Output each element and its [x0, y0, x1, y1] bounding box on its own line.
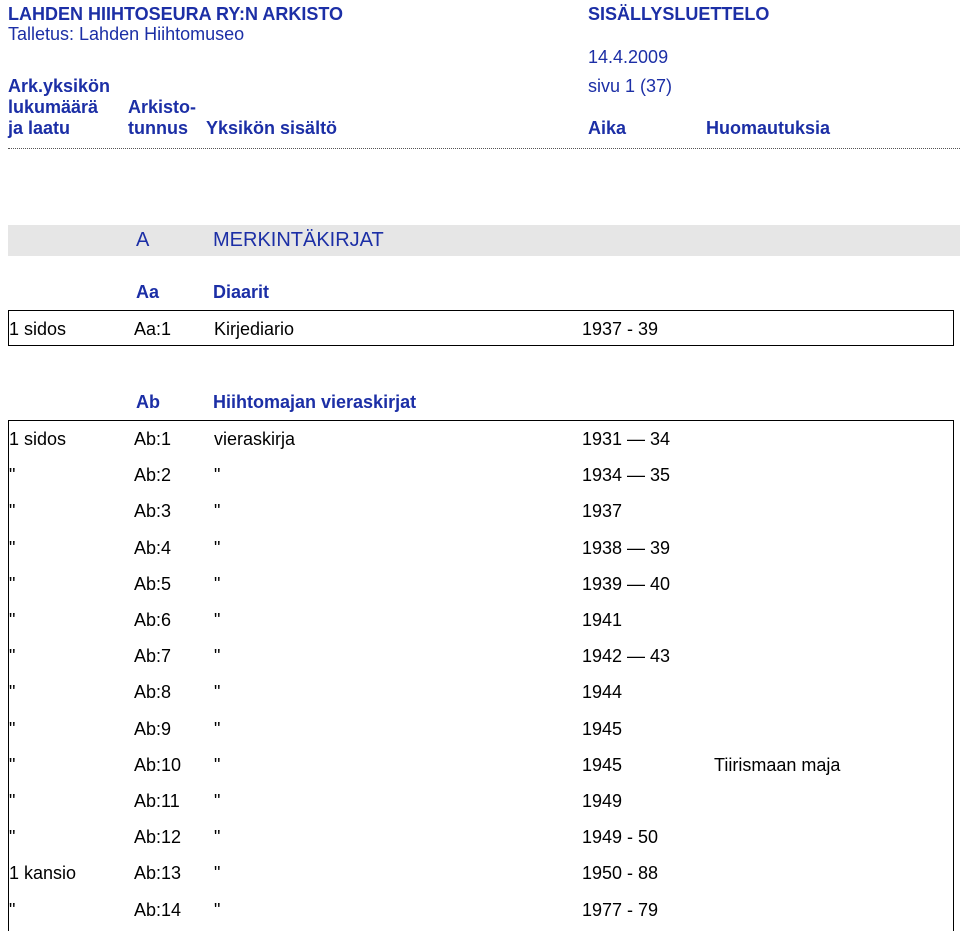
section-band	[8, 225, 960, 256]
deposit-note: Talletus: Lahden Hiihtomuseo	[8, 24, 245, 44]
cell-contents: "	[214, 537, 221, 558]
cell-contents: "	[214, 610, 221, 630]
table-row	[9, 783, 953, 819]
cell-count: "	[9, 827, 16, 848]
cell-archive-id: Ab:13	[134, 863, 182, 884]
table-row	[9, 819, 953, 855]
document-title: SISÄLLYSLUETTELO	[588, 4, 770, 24]
col-count-line2: lukumäärä	[8, 97, 99, 117]
cell-time: 1934 — 35	[582, 465, 671, 486]
cell-time: 1937	[582, 501, 623, 522]
col-notes: Huomautuksia	[706, 118, 831, 138]
cell-contents: "	[214, 827, 221, 848]
cell-archive-id: Ab:6	[134, 610, 172, 630]
header-divider	[8, 148, 960, 149]
cell-contents: "	[214, 899, 221, 920]
cell-count: "	[9, 610, 16, 630]
group-ab-code: Ab	[136, 392, 160, 412]
cell-time: 1937 - 39	[582, 319, 659, 339]
table-row	[9, 530, 953, 566]
cell-contents: vieraskirja	[214, 429, 296, 449]
cell-count: "	[9, 465, 16, 486]
cell-archive-id: Ab:8	[134, 682, 172, 703]
table-row	[9, 638, 953, 674]
table-row	[9, 457, 953, 493]
cell-contents: Kirjediario	[214, 319, 295, 339]
col-contents: Yksikön sisältö	[206, 118, 338, 138]
col-count-line1: Ark.yksikön	[8, 76, 111, 96]
cell-archive-id: Ab:10	[134, 754, 182, 775]
table-row	[9, 421, 953, 457]
cell-count: 1 sidos	[9, 319, 67, 339]
cell-time: 1945	[582, 754, 623, 775]
cell-archive-id: Ab:7	[134, 646, 172, 667]
cell-count: "	[9, 537, 16, 558]
cell-time: 1941	[582, 610, 623, 630]
cell-count: 1 kansio	[9, 863, 77, 884]
document-date: 14.4.2009	[588, 47, 669, 67]
table-row	[9, 674, 953, 710]
cell-archive-id: Ab:9	[134, 718, 172, 739]
cell-contents: "	[214, 718, 221, 739]
table-row	[9, 566, 953, 602]
cell-contents: "	[214, 863, 221, 884]
col-id-line2: tunnus	[128, 118, 188, 138]
table-row	[9, 855, 953, 891]
cell-archive-id: Ab:11	[134, 791, 180, 811]
col-id-line1: Arkisto-	[128, 97, 197, 117]
cell-count: "	[9, 718, 16, 739]
cell-archive-id: Ab:4	[134, 537, 172, 558]
cell-time: 1931 — 34	[582, 429, 671, 449]
cell-note: Tiirismaan maja	[714, 754, 841, 775]
cell-contents: "	[214, 501, 221, 522]
table-row	[9, 602, 953, 638]
cell-time: 1945	[582, 718, 623, 739]
cell-count: "	[9, 501, 16, 522]
table-row	[9, 747, 953, 783]
cell-contents: "	[214, 646, 221, 667]
cell-archive-id: Ab:12	[134, 827, 182, 848]
table-row	[9, 311, 953, 347]
cell-count: "	[9, 573, 16, 594]
page-number: sivu 1 (37)	[588, 76, 673, 96]
cell-contents: "	[214, 465, 221, 486]
cell-archive-id: Ab:14	[134, 899, 182, 920]
cell-count: "	[9, 899, 16, 920]
table-row	[9, 711, 953, 747]
cell-count: "	[9, 682, 16, 703]
cell-archive-id: Aa:1	[134, 319, 172, 339]
group-aa-table	[8, 310, 954, 346]
org-title: LAHDEN HIIHTOSEURA RY:N ARKISTO	[8, 4, 344, 24]
cell-count: 1 sidos	[9, 429, 67, 449]
cell-archive-id: Ab:1	[134, 429, 172, 449]
cell-count: "	[9, 646, 16, 667]
col-count-line3: ja laatu	[8, 118, 71, 138]
group-ab-title: Hiihtomajan vieraskirjat	[213, 392, 417, 412]
group-aa-code: Aa	[136, 282, 160, 302]
section-title: MERKINTÄKIRJAT	[213, 229, 384, 251]
cell-count: "	[9, 754, 16, 775]
cell-archive-id: Ab:2	[134, 465, 172, 486]
cell-time: 1944	[582, 682, 623, 703]
cell-time: 1950 - 88	[582, 863, 659, 884]
cell-contents: "	[214, 791, 221, 811]
table-row	[9, 493, 953, 529]
group-aa-title: Diaarit	[213, 282, 270, 302]
cell-archive-id: Ab:3	[134, 501, 172, 522]
cell-archive-id: Ab:5	[134, 573, 172, 594]
cell-time: 1949 - 50	[582, 827, 659, 848]
cell-time: 1942 — 43	[582, 646, 671, 667]
group-ab-table	[8, 420, 954, 931]
table-row	[9, 892, 953, 928]
cell-contents: "	[214, 573, 221, 594]
cell-time: 1939 — 40	[582, 573, 671, 594]
cell-time: 1949	[582, 791, 623, 811]
section-code: A	[136, 229, 150, 251]
cell-count: "	[9, 791, 16, 811]
cell-time: 1977 - 79	[582, 899, 659, 920]
col-time: Aika	[588, 118, 627, 138]
cell-contents: "	[214, 754, 221, 775]
cell-time: 1938 — 39	[582, 537, 671, 558]
cell-contents: "	[214, 682, 221, 703]
